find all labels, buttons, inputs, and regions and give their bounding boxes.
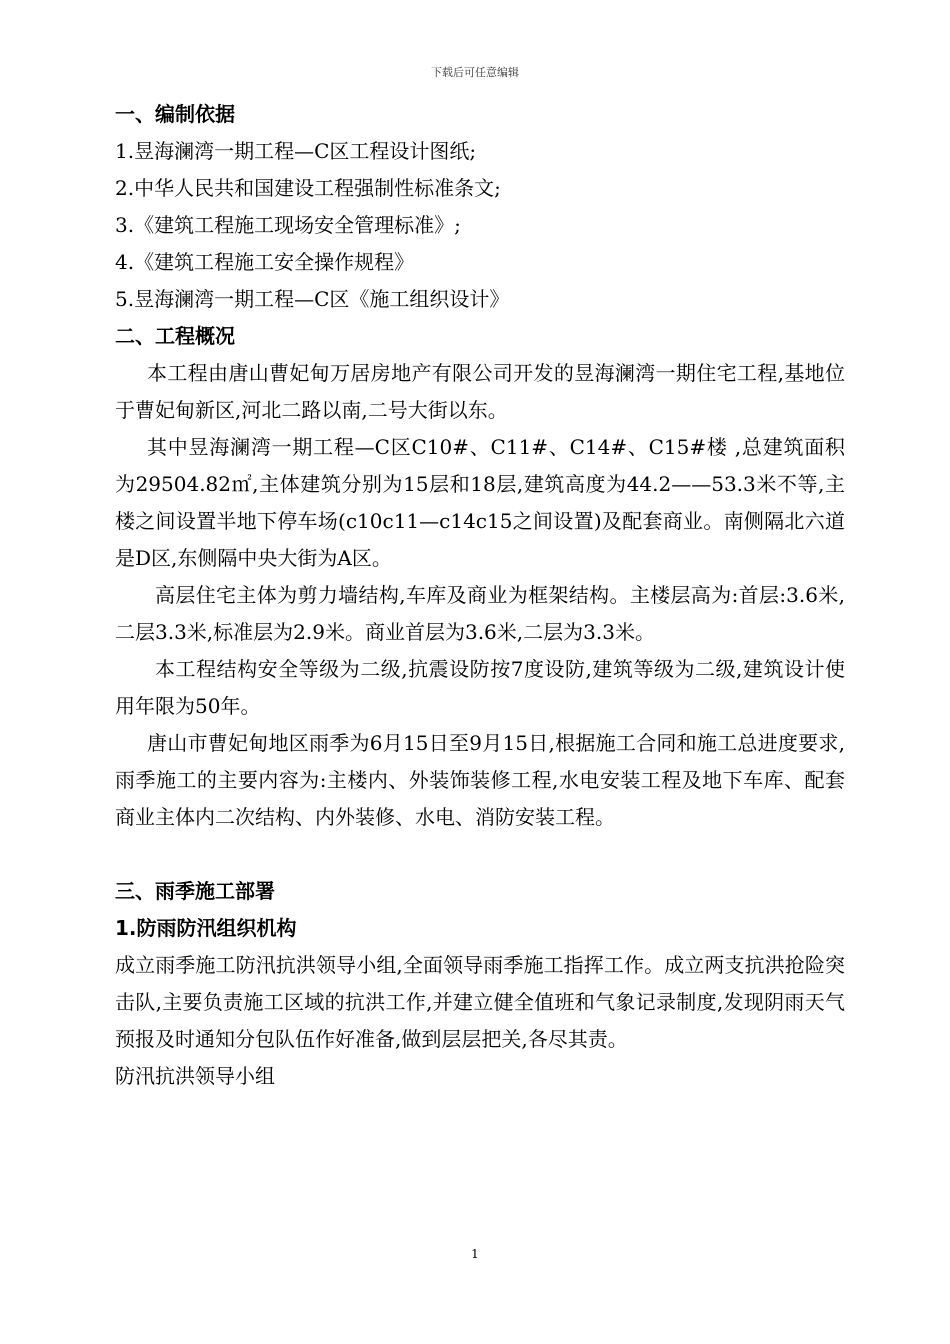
basis-item-2: 2.中华人民共和国建设工程强制性标准条文; [115,176,501,200]
page-number: 1 [471,1247,479,1261]
page-header: 下载后可任意编辑 [431,66,519,79]
basis-item-1: 1.昱海澜湾一期工程—C区工程设计图纸; [115,139,477,163]
overview-paragraph-3: 高层住宅主体为剪力墙结构,车库及商业为框架结构。主楼层高为:首层:3.6米,二层3.3米,标准层为2.9米。商业首层为3.6米,二层为3.3米。 [115,583,845,644]
section-3-title: 三、雨季施工部署 [115,879,275,903]
document-body [115,96,845,1095]
overview-paragraph-1: 本工程由唐山曹妃甸万居房地产有限公司开发的昱海澜湾一期住宅工程,基地位于曹妃甸新区,河北二路以南,二号大街以东。 [115,361,845,422]
overview-paragraph-4: 本工程结构安全等级为二级,抗震设防按7度设防,建筑等级为二级,建筑设计使用年限为50年。 [115,657,845,718]
basis-item-4: 4.《建筑工程施工安全操作规程》 [115,250,415,274]
overview-paragraph-2: 其中昱海澜湾一期工程—C区C10#、C11#、C14#、C15#楼 ,总建筑面积为29504.82㎡,主体建筑分别为15层和18层,建筑高度为44.2——53.3米不等,主楼之间设置半地下停车场(c10c11—c14c15之间设置)及配套商业。南侧隔北六道是D区,东侧隔中央大街为A区。 [115,435,845,570]
organization-paragraph: 成立雨季施工防汛抗洪领导小组,全面领导雨季施工指挥工作。成立两支抗洪抢险突击队,主要负责施工区域的抗洪工作,并建立健全值班和气象记录制度,发现阴雨天气预报及时通知分包队伍作好准备,做到层层把关,各尽其责。 [115,953,845,1051]
section-2-title: 二、工程概况 [115,324,235,348]
overview-paragraph-5: 唐山市曹妃甸地区雨季为6月15日至9月15日,根据施工合同和施工总进度要求,雨季施工的主要内容为:主楼内、外装饰装修工程,水电安装工程及地下车库、配套商业主体内二次结构、内外装修、水电、消防安装工程。 [115,731,845,829]
basis-item-3: 3.《建筑工程施工现场安全管理标准》; [115,213,461,237]
basis-item-5: 5.昱海澜湾一期工程—C区《施工组织设计》 [115,287,510,311]
subsection-1-title: 1.防雨防汛组织机构 [115,916,297,940]
flood-control-group-label: 防汛抗洪领导小组 [115,1064,275,1088]
blank-line [115,836,845,873]
section-1-title: 一、编制依据 [115,102,235,126]
